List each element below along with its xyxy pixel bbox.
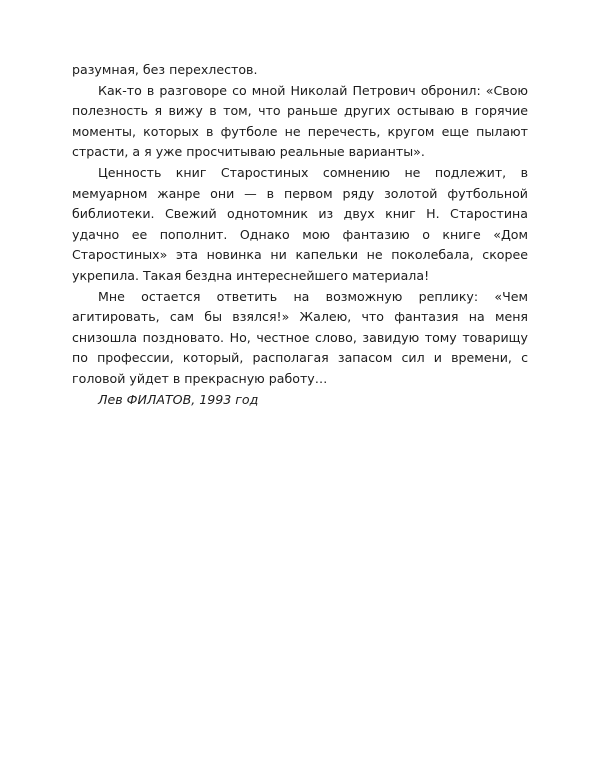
paragraph-1: разумная, без перехлестов. xyxy=(72,62,258,77)
paragraph-2: Как-то в разговоре со мной Николай Петрович обронил: «Свою полезность я вижу в том, что раньше других остываю в горячие моменты, которых в футболе не перечесть, кругом еще пылают страсти, а я уже просчитываю реальные варианты». xyxy=(72,82,528,160)
body-text-block xyxy=(72,60,528,410)
paragraph-3: Ценность книг Старостиных сомнению не подлежит, в мемуарном жанре они — в первом ряду золотой футбольной библиотеки. Свежий однотомник из двух книг Н. Старостина удачно ее пополнит. Однако мою фантазию о книге «Дом Старостиных» эта новинка ни капельки не поколебала, скорее укрепила. Такая бездна интереснейшего материала! xyxy=(72,164,528,283)
paragraph-4: Мне остается ответить на возможную реплику: «Чем агитировать, сам бы взялся!» Жалею, что фантазия на меня снизошла поздновато. Но, честное слово, завидую тому товарищу по профессии, который, располагая запасом сил и времени, с головой уйдет в прекрасную работу… xyxy=(72,288,528,386)
author-signature: Лев ФИЛАТОВ, 1993 год xyxy=(98,391,259,407)
